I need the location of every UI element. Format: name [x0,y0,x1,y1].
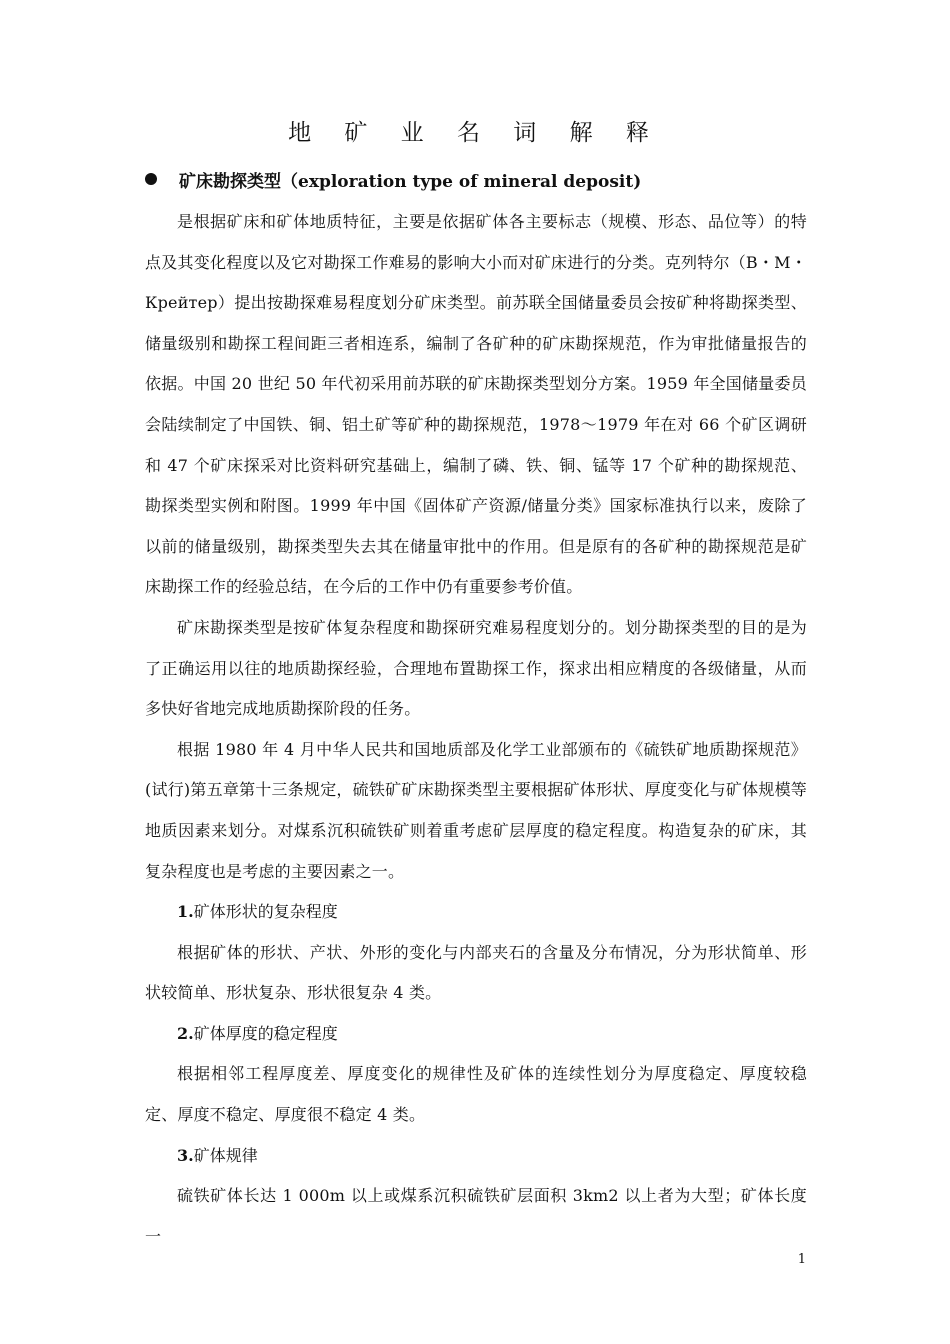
subsection-number: 1. [177,902,194,922]
subsection-heading-text: 矿体厚度的稳定程度 [193,1023,338,1043]
section-heading [145,164,815,194]
subsection-number: 3. [177,1145,194,1165]
paragraph: 是根据矿床和矿体地质特征，主要是依据矿体各主要标志（规模、形态、品位等）的特点及其变化程度以及它对勘探工作难易的影响大小而对矿床进行的分类。克列特尔（В・М・Крейтер）提出按勘探难易程度划分矿床类型。前苏联全国储量委员会按矿种将勘探类型、储量级别和勘探工程间距三者相连系，编制了各矿种的矿床勘探规范，作为审批储量报告的依据。中国 20 世纪 50 年代初采用前苏联的矿床勘探类型划分方案。1959 年全国储量委员会陆续制定了中国铁、铜、铝土矿等矿种的勘探规范，1978～1979 年在对 66 个矿区调研和 47 个矿床探采对比资料研究基础上，编制了磷、铁、铜、锰等 17 个矿种的勘探规范、勘探类型实例和附图。1999 年中国《固体矿产资源/储量分类》国家标准执行以来，废除了以前的储量级别，勘探类型失去其在储量审批中的作用。但是原有的各矿种的勘探规范是矿床勘探工作的经验总结，在今后的工作中仍有重要参考价值。 [145,212,807,597]
paragraph: 根据 1980 年 4 月中华人民共和国地质部及化学工业部颁布的《硫铁矿地质勘探规范》(试行)第五章第十三条规定，硫铁矿矿床勘探类型主要根据矿体形状、厚度变化与矿体规模等地质因素来划分。对煤系沉积硫铁矿则着重考虑矿层厚度的稳定程度。构造复杂的矿床，其复杂程度也是考虑的主要因素之一。 [145,739,807,881]
subsection-heading [145,1014,807,1055]
bullet-icon [145,173,157,185]
subsection-heading [145,892,807,933]
document-body [145,202,807,1257]
paragraph: 硫铁矿体长达 1 000m 以上或煤系沉积硫铁矿层面积 3km2 以上者为大型；矿体长度一 [145,1186,807,1246]
paragraph: 根据相邻工程厚度差、厚度变化的规律性及矿体的连续性划分为厚度稳定、厚度较稳定、厚度不稳定、厚度很不稳定 4 类。 [145,1064,807,1125]
paragraph: 矿床勘探类型是按矿体复杂程度和勘探研究难易程度划分的。划分勘探类型的目的是为了正确运用以往的地质勘探经验，合理地布置勘探工作，探求出相应精度的各级储量，从而多快好省地完成地质勘探阶段的任务。 [145,617,807,719]
section-heading-text: 矿床勘探类型（exploration type of mineral deposit) [179,171,642,192]
subsection-number: 2. [177,1023,194,1043]
subsection-heading [145,1136,807,1177]
subsection-heading-text: 矿体规律 [193,1145,258,1165]
paragraph: 根据矿体的形状、产状、外形的变化与内部夹石的含量及分布情况，分为形状简单、形状较简单、形状复杂、形状很复杂 4 类。 [145,942,807,1003]
document-title: 地 矿 业 名 词 解 释 [288,120,662,146]
subsection-heading-text: 矿体形状的复杂程度 [193,902,338,922]
page-number: 1 [797,1252,806,1267]
